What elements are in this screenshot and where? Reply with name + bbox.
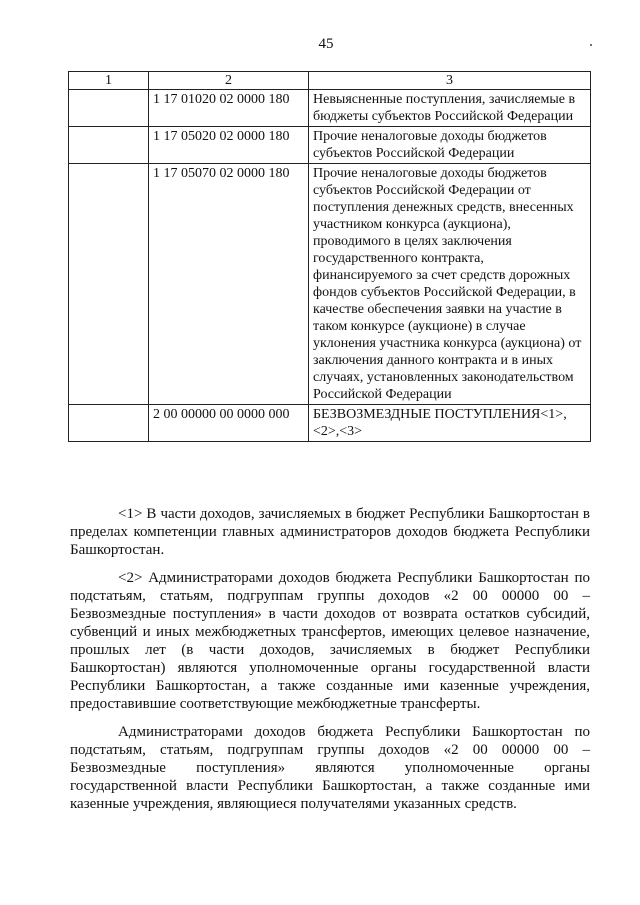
revenue-code: 1 17 05070 02 0000 180 bbox=[149, 164, 309, 405]
revenue-table bbox=[68, 71, 591, 442]
footnote-1: <1> В части доходов, зачисляемых в бюджет Республики Башкортостан в пределах компетенции главных администраторов доходов бюджета Республики Башкортостан. bbox=[70, 506, 590, 558]
footnotes bbox=[70, 505, 590, 823]
revenue-description: Невыясненные поступления, зачисляемые в бюджеты субъектов Российской Федерации bbox=[309, 90, 591, 127]
row-number-cell bbox=[69, 127, 149, 164]
row-number-cell bbox=[69, 164, 149, 405]
page-number: 45 bbox=[318, 36, 334, 52]
column-header-2: 2 bbox=[149, 72, 309, 90]
revenue-code: 2 00 00000 00 0000 000 bbox=[149, 405, 309, 442]
table-row bbox=[69, 127, 591, 164]
revenue-description: БЕЗВОЗМЕЗДНЫЕ ПОСТУПЛЕНИЯ<1>,<2>,<3> bbox=[309, 405, 591, 442]
footnote-3: Администраторами доходов бюджета Республики Башкортостан по подстатьям, статьям, подгруппам группы доходов «2 00 00000 00 – Безвозмездные поступления» являются уполномоченные органы государственной власти Республики Башкортостан, а также созданные ими казенные учреждения, являющиеся получателями указанных средств. bbox=[70, 724, 590, 812]
column-header-3: 3 bbox=[309, 72, 591, 90]
revenue-code: 1 17 01020 02 0000 180 bbox=[149, 90, 309, 127]
footnote-2: <2> Администраторами доходов бюджета Республики Башкортостан по подстатьям, статьям, подгруппам группы доходов «2 00 00000 00 – Безвозмездные поступления» в части доходов от возврата остатков субсидий, субвенций и иных межбюджетных трансфертов, имеющих целевое назначение, прошлых лет (в части доходов, зачисляемых в бюджет Республики Башкортостан) являются уполномоченные органы государственной власти Республики Башкортостан, а также созданные ими казенные учреждения, предоставившие соответствующие межбюджетные трансферты. bbox=[70, 570, 590, 712]
row-number-cell bbox=[69, 405, 149, 442]
column-header-1: 1 bbox=[69, 72, 149, 90]
revenue-code: 1 17 05020 02 0000 180 bbox=[149, 127, 309, 164]
table-row bbox=[69, 90, 591, 127]
table-row bbox=[69, 405, 591, 442]
revenue-description: Прочие неналоговые доходы бюджетов субъектов Российской Федерации bbox=[309, 127, 591, 164]
row-number-cell bbox=[69, 90, 149, 127]
revenue-description: Прочие неналоговые доходы бюджетов субъектов Российской Федерации от поступления денежных средств, внесенных участником конкурса (аукциона), проводимого в целях заключения государственного контракта, финансируемого за счет средств дорожных фондов субъектов Российской Федерации, в качестве обеспечения заявки на участие в таком конкурсе (аукционе) в случае уклонения участника конкурса (аукциона) от заключения данного контракта и в иных случаях, установленных законодательством Российской Федерации bbox=[309, 164, 591, 405]
scan-speck bbox=[590, 44, 592, 46]
table-row bbox=[69, 164, 591, 405]
table-header-row bbox=[69, 72, 591, 90]
